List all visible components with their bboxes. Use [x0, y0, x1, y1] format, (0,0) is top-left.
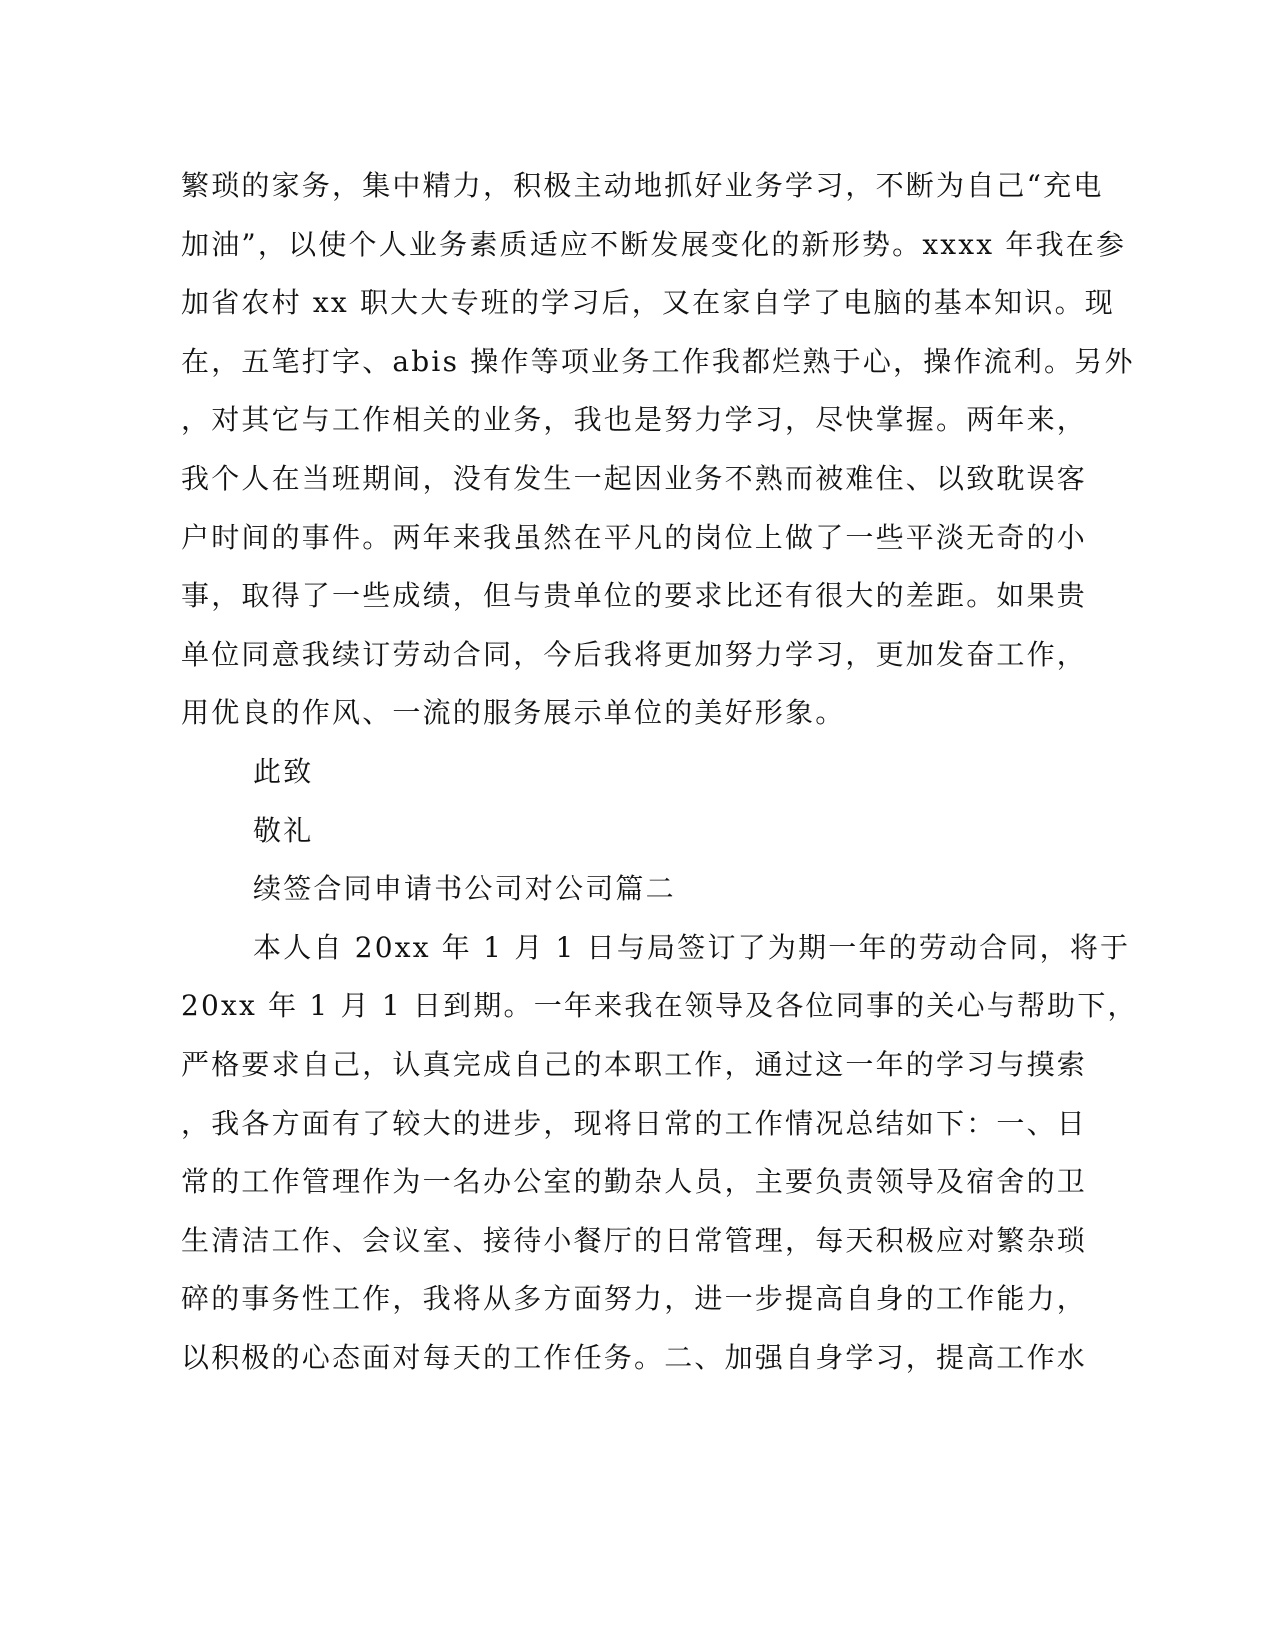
text-line: 单位同意我续订劳动合同，今后我将更加努力学习，更加发奋工作， — [181, 637, 1088, 671]
text-line: ，我各方面有了较大的进步，现将日常的工作情况总结如下：一、日 — [181, 1106, 1088, 1140]
text-line: 生清洁工作、会议室、接待小餐厅的日常管理，每天积极应对繁杂琐 — [181, 1223, 1088, 1257]
text-line: 本人自 20xx 年 1 月 1 日与局签订了为期一年的劳动合同，将于 — [253, 930, 1131, 964]
text-line: 20xx 年 1 月 1 日到期。一年来我在领导及各位同事的关心与帮助下， — [181, 989, 1138, 1023]
text-line: 常的工作管理作为一名办公室的勤杂人员，主要负责领导及宿舍的卫 — [181, 1165, 1088, 1199]
closing-line: 敬礼 — [253, 813, 314, 847]
text-line: 在，五笔打字、abis 操作等项业务工作我都烂熟于心，操作流利。另外 — [181, 344, 1135, 378]
text-line: 我个人在当班期间，没有发生一起因业务不熟而被难住、以致耽误客 — [181, 461, 1088, 495]
text-line: ，对其它与工作相关的业务，我也是努力学习，尽快掌握。两年来， — [181, 403, 1088, 437]
text-line: 加油”，以使个人业务素质适应不断发展变化的新形势。xxxx 年我在参 — [181, 227, 1127, 261]
document-body — [181, 157, 1138, 1387]
salutation-line: 此致 — [253, 754, 314, 788]
text-line: 碎的事务性工作，我将从多方面努力，进一步提高自身的工作能力， — [181, 1282, 1088, 1316]
text-line: 以积极的心态面对每天的工作任务。二、加强自身学习，提高工作水 — [181, 1340, 1088, 1374]
text-line: 严格要求自己，认真完成自己的本职工作，通过这一年的学习与摸索 — [181, 1047, 1088, 1081]
text-line: 加省农村 xx 职大大专班的学习后，又在家自学了电脑的基本知识。现 — [181, 286, 1115, 320]
text-line: 用优良的作风、一流的服务展示单位的美好形象。 — [181, 696, 846, 730]
section-heading: 续签合同申请书公司对公司篇二 — [253, 872, 676, 906]
text-line: 繁琐的家务，集中精力，积极主动地抓好业务学习，不断为自己“充电 — [181, 169, 1104, 202]
text-line: 事，取得了一些成绩，但与贵单位的要求比还有很大的差距。如果贵 — [181, 579, 1088, 613]
text-line: 户时间的事件。两年来我虽然在平凡的岗位上做了一些平淡无奇的小 — [181, 520, 1088, 554]
